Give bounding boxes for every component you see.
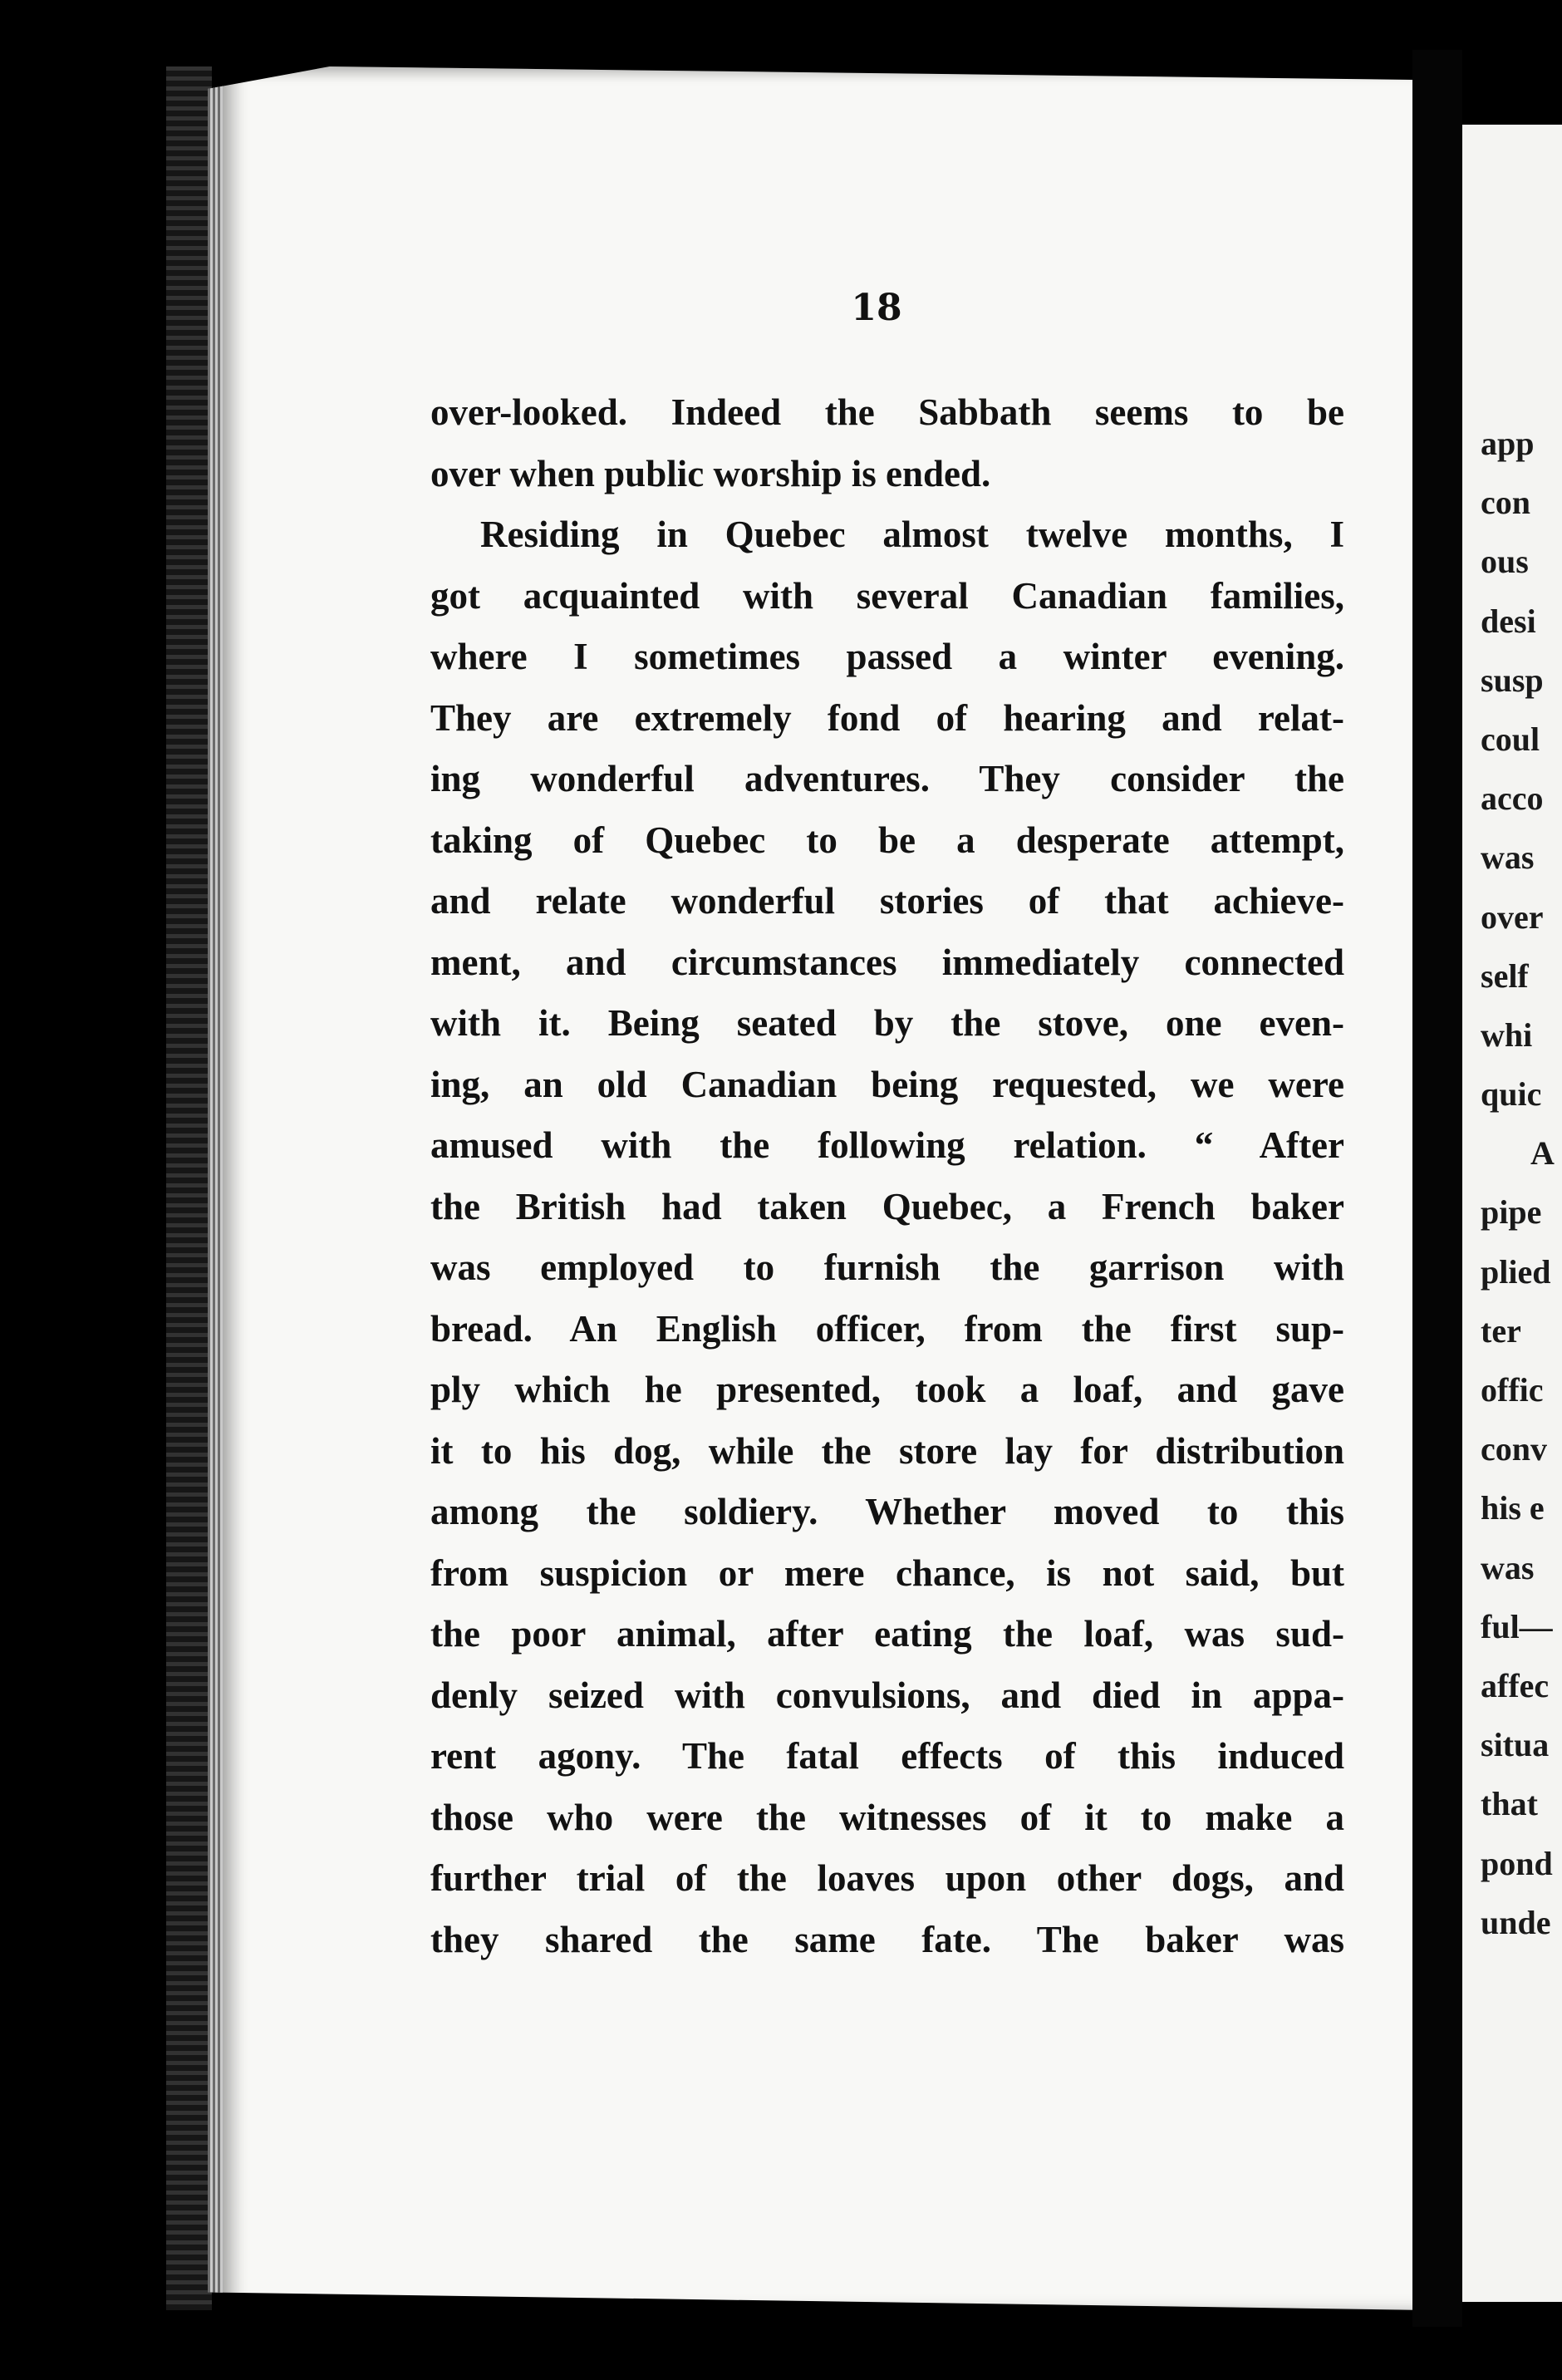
- facing-text-line: plied: [1481, 1252, 1551, 1291]
- text-line: ment, and circumstances immediately connected: [430, 941, 1344, 983]
- facing-text-line: whi: [1481, 1015, 1533, 1054]
- text-line: among the soldiery. Whether moved to this: [430, 1491, 1344, 1532]
- facing-text-line: was: [1481, 1548, 1535, 1586]
- facing-text-line: unde: [1481, 1903, 1551, 1941]
- text-line: ing wonderful adventures. They consider the: [430, 758, 1344, 799]
- facing-text-line: susp: [1481, 661, 1544, 699]
- facing-text-line: app: [1481, 425, 1535, 462]
- text-line: got acquainted with several Canadian families,: [430, 574, 1344, 617]
- text-line: those who were the witnesses of it to make a: [430, 1796, 1344, 1838]
- page-gutter: [1412, 50, 1462, 2327]
- facing-text-line: ter: [1481, 1311, 1521, 1350]
- facing-text-line: pipe: [1481, 1193, 1542, 1232]
- facing-text-line: was: [1481, 838, 1535, 877]
- facing-text-line: self: [1481, 956, 1529, 995]
- facing-text-line: ful—: [1481, 1607, 1553, 1645]
- facing-text-line: desi: [1481, 602, 1536, 640]
- text-line: ply which he presented, took a loaf, and gave: [430, 1369, 1344, 1410]
- facing-text-line: situa: [1481, 1726, 1550, 1764]
- facing-text-line: ous: [1481, 543, 1529, 581]
- text-line: ing, an old Canadian being requested, we were: [430, 1063, 1344, 1105]
- text-line: where I sometimes passed a winter evening.: [430, 636, 1344, 677]
- text-line: over-looked. Indeed the Sabbath seems to be: [430, 391, 1344, 433]
- facing-text-line: quic: [1481, 1075, 1542, 1114]
- text-line: bread. An English officer, from the first sup-: [430, 1307, 1344, 1350]
- facing-text-line: pond: [1481, 1844, 1553, 1882]
- text-line: was employed to furnish the garrison with: [430, 1247, 1344, 1288]
- text-line: taking of Quebec to be a desperate attempt,: [430, 819, 1344, 861]
- text-line: denly seized with convulsions, and died in appa-: [430, 1674, 1344, 1716]
- facing-text-line: con: [1481, 484, 1530, 522]
- facing-text-line: over: [1481, 897, 1544, 936]
- text-line: over when public worship is ended.: [430, 452, 991, 494]
- facing-text-line: offic: [1481, 1371, 1544, 1409]
- text-line: Residing in Quebec almost twelve months, I: [480, 514, 1344, 555]
- text-line: with it. Being seated by the stove, one even-: [430, 1002, 1344, 1044]
- text-line: amused with the following relation. “ After: [430, 1124, 1344, 1166]
- text-line: They are extremely fond of hearing and relat-: [430, 696, 1344, 739]
- text-line: from suspicion or mere chance, is not said, but: [430, 1551, 1344, 1594]
- text-line: the British had taken Quebec, a French baker: [430, 1185, 1344, 1227]
- facing-text-line: acco: [1481, 779, 1544, 818]
- text-line: it to his dog, while the store lay for distribution: [430, 1429, 1344, 1472]
- text-line: and relate wonderful stories of that achieve-: [430, 880, 1344, 922]
- facing-text-line: A: [1530, 1134, 1555, 1173]
- page-number: 18: [851, 287, 902, 329]
- book-spine-edge: [166, 66, 212, 2310]
- facing-text-line: that: [1481, 1785, 1538, 1823]
- text-line: rent agony. The fatal effects of this induced: [430, 1735, 1344, 1777]
- facing-text-line: his e: [1481, 1489, 1545, 1527]
- facing-page-text: [1481, 414, 1562, 1952]
- text-line: further trial of the loaves upon other dogs, and: [430, 1857, 1344, 1899]
- facing-text-line: conv: [1481, 1430, 1547, 1468]
- page-text: [430, 382, 1344, 1970]
- text-line: the poor animal, after eating the loaf, was sud-: [430, 1613, 1344, 1655]
- text-line: they shared the same fate. The baker was: [430, 1918, 1344, 1960]
- facing-text-line: coul: [1481, 720, 1540, 758]
- facing-text-line: affec: [1481, 1666, 1550, 1704]
